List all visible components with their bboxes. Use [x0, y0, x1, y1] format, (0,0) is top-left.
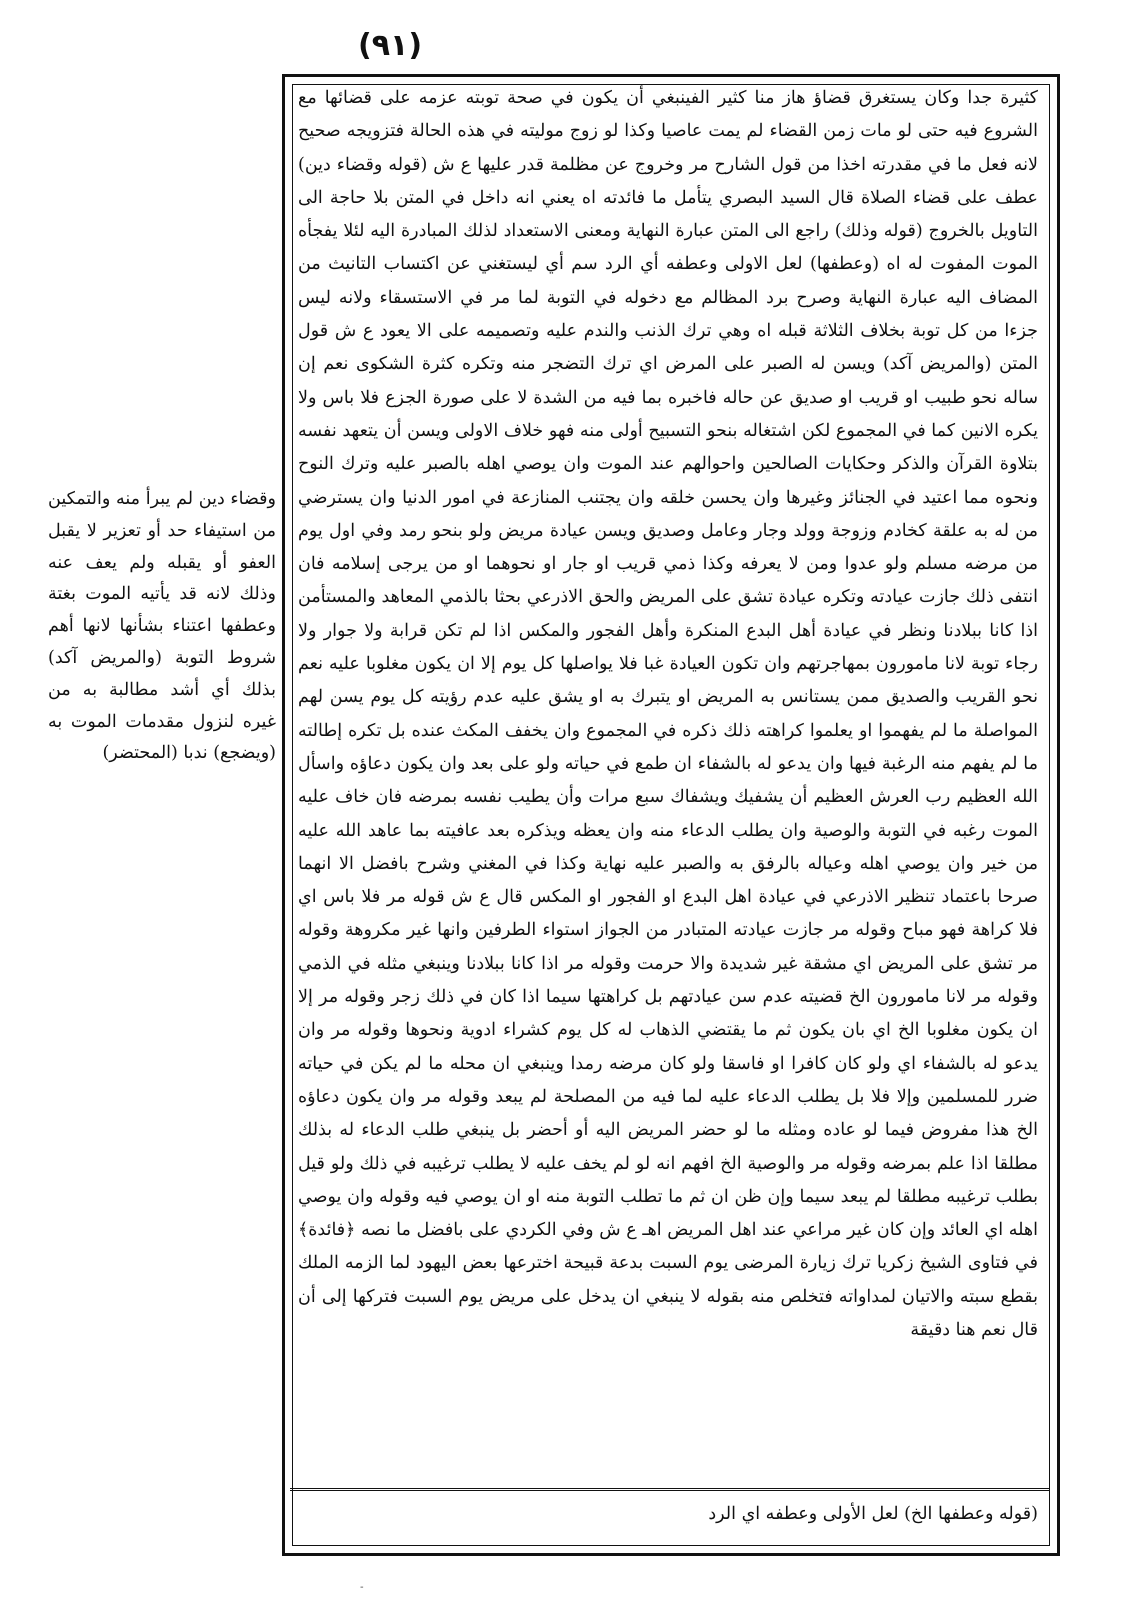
main-commentary-text	[298, 82, 1038, 1480]
page-number: (٩١)	[357, 28, 423, 63]
margin-gloss	[48, 484, 276, 924]
footnote-divider	[290, 1488, 1050, 1491]
main-paragraph: كثيرة جدا وكان يستغرق قضاؤ هاز منا كثير الفينبغي أن يكون في صحة توبته عزمه على قضائها مع الشروع فيه حتى لو مات زمن القضاء لم يمت عاصيا وكذا لو زوج موليته في هذه الحالة فتزويجه صحيح لانه فعل ما في مقدرته اخذا من قول الشارح مر وخروج عن مظلمة قدر عليها ع ش (قوله وقضاء دين) عطف على قضاء الصلاة قال السيد البصري يتأمل ما فائدته اه يعني انه داخل في المتن بلا حاجة الى التاويل بالخروج (قوله وذلك) راجع الى المتن عبارة النهاية ومعنى الاستعداد لذلك المبادرة اليه لئلا يفجأه الموت المفوت له اه (وعطفها) لعل الاولى وعطفه أي الرد سم أي ليستغني عن اكتساب التانيث من المضاف اليه عبارة النهاية وصرح برد المظالم مع دخوله في التوبة لما مر في الاستسقاء ولانه ليس جزءا من كل توبة بخلاف الثلاثة قبله اه وهي ترك الذنب والندم عليه وتصميمه على الا يعود ع ش قول المتن (والمريض آكد) ويسن له الصبر على المرض اي ترك التضجر منه وتكره كثرة الشكوى نعم إن ساله نحو طبيب او قريب او صديق عن حاله فاخبره بما فيه من الشدة لا على صورة الجزع فلا باس ولا يكره الانين كما في المجموع لكن اشتغاله بنحو التسبيح أولى منه فهو خلاف الاولى ويسن أن يتعهد نفسه بتلاوة القرآن والذكر وحكايات الصالحين واحوالهم عند الموت وان يوصي اهله بالصبر عليه وترك النوح ونحوه مما اعتيد في الجنائز وغيرها وان يحسن خلقه وان يجتنب المنازعة في امور الدنيا وان يسترضي من له به علقة كخادم وزوجة وولد وجار وعامل وصديق ويسن عيادة مريض ولو بنحو رمد وفي اول يوم من مرضه مسلم ولو عدوا ومن لا يعرفه وكذا ذمي قريب او جار او نحوهما او من يرجى إسلامه فان انتفى ذلك جازت عيادته وتكره عيادة تشق على المريض والحق الاذرعي بحثا بالذمي المعاهد والمستأمن اذا كانا ببلادنا ونظر في عيادة أهل البدع المنكرة وأهل الفجور والمكس اذا لم تكن قرابة ولا جوار ولا رجاء توبة لانا مامورون بمهاجرتهم وان تكون العيادة غبا فلا يواصلها كل يوم إلا ان يكون مغلوبا عليه نعم نحو القريب والصديق ممن يستانس به المريض او يتبرك به او يشق عليه عدم رؤيته كل يوم يسن لهم المواصلة ما لم يفهموا او يعلموا كراهته ذلك ذكره في المجموع وان يخفف المكث عنده بل تكره إطالته ما لم يفهم منه الرغبة فيها وان يدعو له بالشفاء ان طمع في حياته ولو على بعد وان يكون دعاؤه واسأل الله العظيم رب العرش العظيم أن يشفيك ويشفاك سبع مرات وأن يطيب نفسه بمرضه فان خاف عليه الموت رغبه في التوبة والوصية وان يطلب الدعاء منه وان يعظه ويذكره بعد عافيته بما عاهد الله عليه من خير وان يوصي اهله وعياله بالرفق به والصبر عليه نهاية وكذا في المغني وشرح بافضل الا انهما صرحا باعتماد تنظير الاذرعي في عيادة اهل البدع او الفجور او المكس قال ع ش قوله مر فلا باس اي فلا كراهة فهو مباح وقوله مر جازت عيادته المتبادر من الجواز استواء الطرفين وانها غير مكروهة وقوله مر تشق على المريض اي مشقة غير شديدة والا حرمت وقوله مر اذا كانا ببلادنا وينبغي مثله في الذمي وقوله مر لانا مامورون الخ قضيته عدم سن عيادتهم بل كراهتها سيما اذا كان في ذلك زجر وقوله مر إلا ان يكون مغلوبا الخ اي بان يكون ثم ما يقتضي الذهاب له كل يوم كشراء ادوية ونحوها وقوله مر وان يدعو له بالشفاء اي ولو كان كافرا او فاسقا ولو كان مرضه رمدا وينبغي ان محله ما لم يكن في حياته ضرر للمسلمين وإلا فلا بل يطلب الدعاء عليه لما فيه من المصلحة لم يبعد وقوله مر وان يكون دعاؤه الخ هذا مفروض فيما لو عاده ومثله ما لو حضر المريض اليه أو أحضر بل ينبغي طلب الدعاء له بذلك مطلقا اذا علم بمرضه وقوله مر والوصية الخ افهم انه لو لم يخف عليه لا يطلب ترغيبه في ذلك ولو قيل بطلب ترغيبه مطلقا لم يبعد سيما وإن ظن ان ثم ما تطلب التوبة منه او ان يوصي فيه وقوله وان يوصي اهله اي العائد وإن كان غير مراعي عند اهل المريض اهـ ع ش وفي الكردي على بافضل ما نصه ﴿فائدة﴾ في فتاوى الشيخ زكريا ترك زيارة المرضى يوم السبت بدعة قبيحة اخترعها بعض اليهود لما الزمه الملك بقطع سبته والاتيان لمداواته فتخلص منه بقوله لا ينبغي ان يدخل على مريض يوم السبت فتركها إلى أن قال نعم هنا دقيقة	[298, 88, 1038, 1340]
margin-gloss-paragraph: وقضاء دين لم يبرأ منه والتمكين من استيفاء حد أو تعزير لا يقبل العفو أو يقبله ولم يعف عنه وذلك لانه قد يأتيه الموت بغتة وعطفها اعتناء بشأنها لانها أهم شروط التوبة (والمريض آكد) بذلك أي أشد مطالبة به من غيره لنزول مقدمات الموت به (ويضجع) ندبا (المحتضر)	[48, 489, 276, 764]
bottom-printer-mark: -	[360, 1582, 364, 1593]
footnote-text: (قوله وعطفها الخ) لعل الأولى وعطفه اي الرد	[708, 1504, 1038, 1524]
